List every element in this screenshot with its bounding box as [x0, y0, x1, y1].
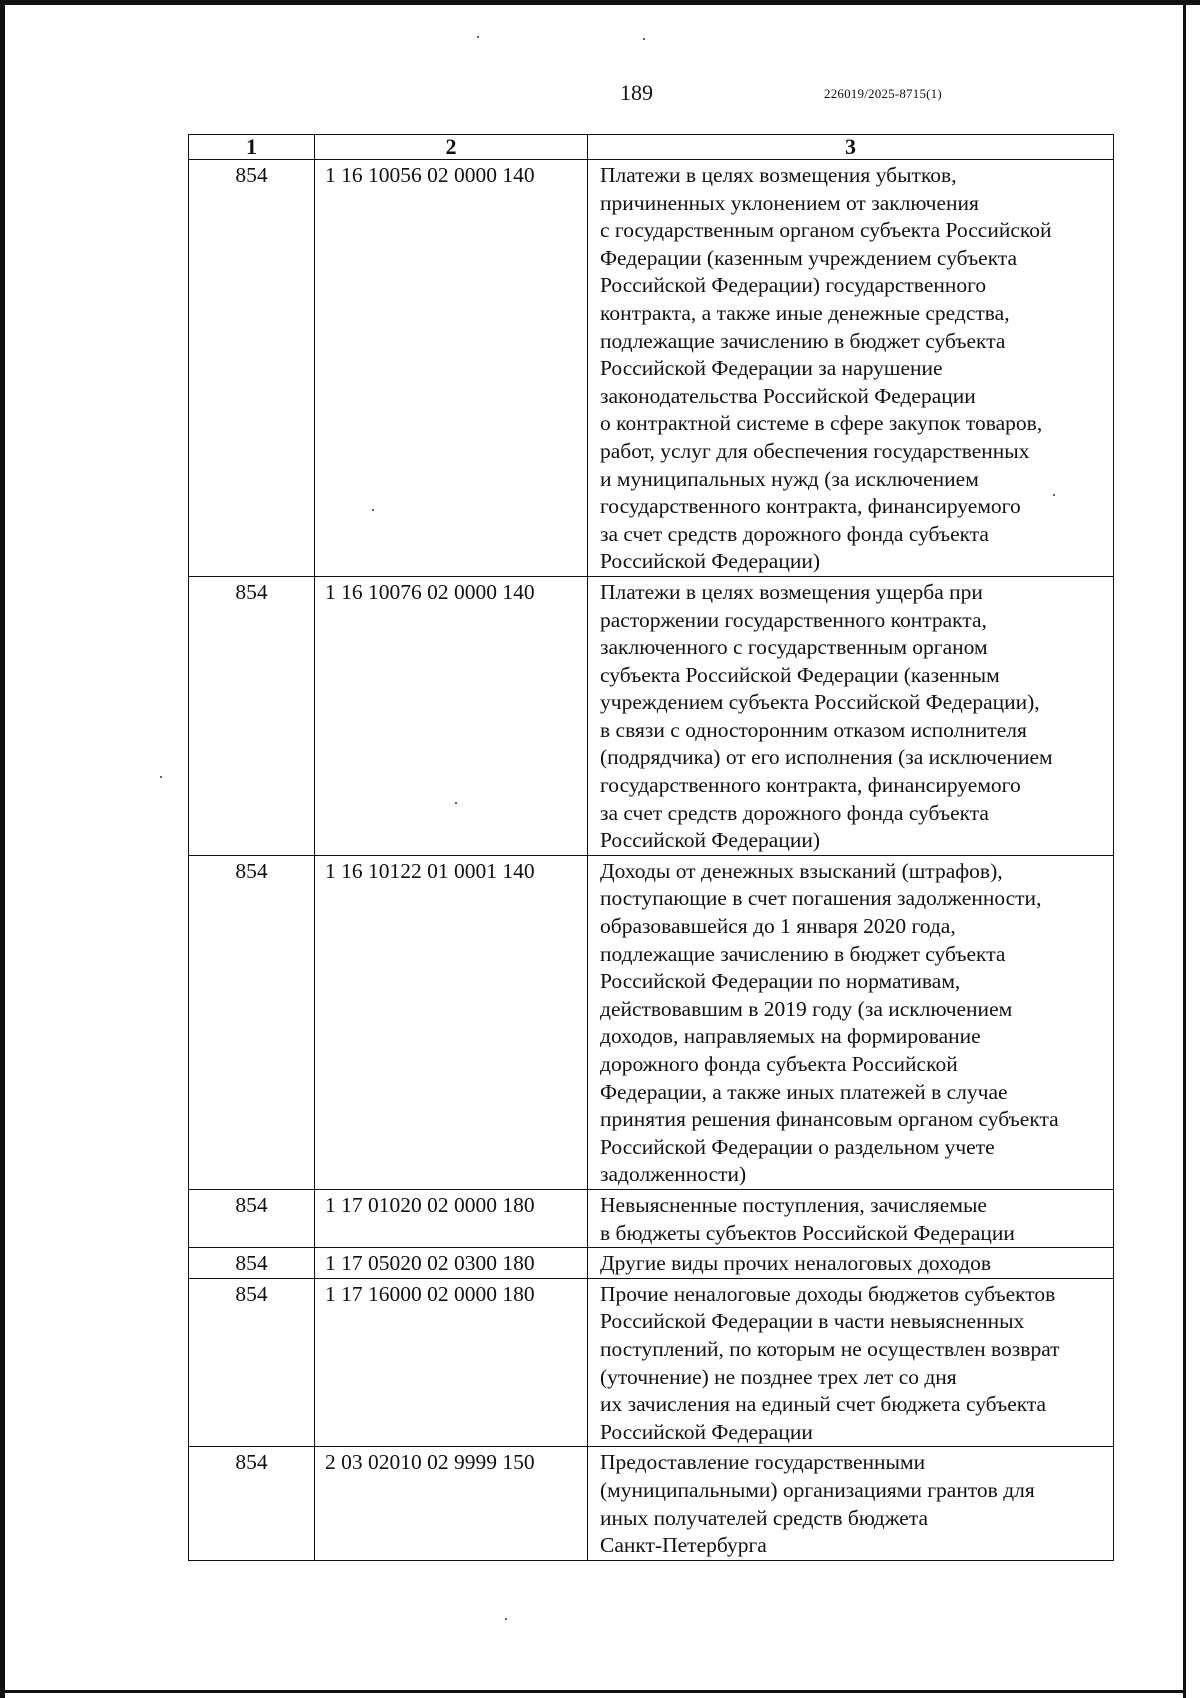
description-line: подлежащие зачислению в бюджет субъекта	[600, 941, 1006, 966]
cell-revenue-description	[588, 1248, 1114, 1279]
table-row	[189, 1189, 1114, 1247]
cell-admin-code: 854	[189, 855, 315, 1189]
description-line: иных получателей средств бюджета	[600, 1505, 929, 1530]
description-line: Российской Федерации в части невыясненных	[600, 1309, 1025, 1334]
table-header-row	[189, 135, 1114, 160]
description-line: Прочие неналоговые доходы бюджетов субъектов	[600, 1281, 1056, 1306]
scan-border-right	[1183, 0, 1186, 1698]
scan-speck	[505, 1618, 507, 1620]
cell-admin-code: 854	[189, 1189, 315, 1247]
column-header-2: 2	[315, 135, 588, 160]
description-line: Федерации (казенным учреждением субъекта	[600, 245, 1018, 270]
scan-border-bottom	[0, 1690, 1186, 1693]
scan-speck	[477, 36, 479, 38]
scan-border-top	[0, 0, 1200, 5]
column-header-1: 1	[189, 135, 315, 160]
scan-speck	[643, 38, 645, 40]
cell-admin-code: 854	[189, 1447, 315, 1560]
table-body	[189, 160, 1114, 1561]
cell-budget-classification-code: 1 16 10056 02 0000 140	[315, 160, 588, 577]
column-header-3: 3	[588, 135, 1114, 160]
description-line: подлежащие зачислению в бюджет субъекта	[600, 328, 1006, 353]
description-line: с государственным органом субъекта Российской	[600, 218, 1052, 243]
table-row	[189, 1447, 1114, 1560]
description-line: дорожного фонда субъекта Российской	[600, 1052, 958, 1076]
description-line: о контрактной системе в сфере закупок товаров,	[600, 411, 1043, 436]
table-row	[189, 1248, 1114, 1279]
cell-budget-classification-code: 1 16 10076 02 0000 140	[315, 576, 588, 855]
description-line: Доходы от денежных взысканий (штрафов),	[600, 858, 1003, 883]
cell-admin-code: 854	[189, 576, 315, 855]
description-line: в бюджеты субъектов Российской Федерации	[600, 1220, 1015, 1245]
description-line: Санкт-Петербурга	[600, 1533, 767, 1558]
scan-speck	[455, 802, 457, 804]
cell-revenue-description	[588, 855, 1114, 1189]
document-id: 226019/2025-8715(1)	[824, 86, 942, 101]
description-line: Российской Федерации)	[600, 828, 821, 853]
description-line: государственного контракта, финансируемого	[600, 494, 1021, 519]
description-line: доходов, направляемых на формирование	[600, 1024, 981, 1049]
description-line: Другие виды прочих неналоговых доходов	[600, 1251, 992, 1276]
cell-revenue-description	[588, 160, 1114, 577]
table-row	[189, 576, 1114, 855]
description-line: Федерации, а также иных платежей в случае	[600, 1079, 1008, 1104]
description-line: поступающие в счет погашения задолженности,	[600, 886, 1042, 911]
budget-codes-table	[188, 134, 1114, 1561]
description-line: (муниципальными) организациями грантов для	[600, 1477, 1035, 1502]
cell-admin-code: 854	[189, 160, 315, 577]
budget-codes-table-container	[188, 134, 1113, 1561]
table-row	[189, 1278, 1114, 1447]
scan-speck	[1053, 494, 1055, 496]
scan-border-left	[0, 0, 5, 1698]
cell-budget-classification-code: 1 17 05020 02 0300 180	[315, 1248, 588, 1279]
description-line: принятия решения финансовым органом субъекта	[600, 1107, 1059, 1132]
table-row	[189, 855, 1114, 1189]
description-line: в связи с односторонним отказом исполнителя	[600, 717, 1027, 742]
description-line: (подрядчика) от его исполнения (за исключением	[600, 745, 1053, 770]
description-line: контракта, а также иные денежные средства,	[600, 300, 1010, 325]
description-line: за счет средств дорожного фонда субъекта	[600, 521, 989, 546]
description-line: государственного контракта, финансируемого	[600, 773, 1021, 798]
description-line: Российской Федерации) государственного	[600, 273, 987, 298]
cell-admin-code: 854	[189, 1248, 315, 1279]
description-line: Платежи в целях возмещения убытков,	[600, 163, 957, 187]
description-line: Российской Федерации за нарушение	[600, 356, 943, 381]
description-line: расторжении государственного контракта,	[600, 607, 987, 632]
description-line: задолженности)	[600, 1162, 747, 1187]
cell-revenue-description	[588, 576, 1114, 855]
scan-speck	[372, 509, 374, 511]
description-line: Российской Федерации	[600, 1419, 813, 1444]
cell-admin-code: 854	[189, 1278, 315, 1447]
description-line: поступлений, по которым не осуществлен возврат	[600, 1336, 1060, 1361]
description-line: Предоставление государственными	[600, 1450, 926, 1475]
cell-revenue-description	[588, 1189, 1114, 1247]
description-line: Российской Федерации по нормативам,	[600, 969, 961, 994]
description-line: работ, услуг для обеспечения государственных	[600, 438, 1030, 463]
cell-revenue-description	[588, 1278, 1114, 1447]
description-line: законодательства Российской Федерации	[600, 383, 976, 408]
scan-speck	[160, 776, 162, 778]
description-line: образовавшейся до 1 января 2020 года,	[600, 914, 956, 939]
description-line: Российской Федерации о раздельном учете	[600, 1134, 995, 1159]
description-line: Невыясненные поступления, зачисляемые	[600, 1192, 987, 1217]
description-line: Платежи в целях возмещения ущерба при	[600, 579, 983, 604]
description-line: заключенного с государственным органом	[600, 635, 988, 660]
description-line: и муниципальных нужд (за исключением	[600, 466, 979, 491]
description-line: их зачисления на единый счет бюджета субъекта	[600, 1392, 1047, 1417]
description-line: Российской Федерации)	[600, 549, 821, 574]
description-line: действовавшим в 2019 году (за исключением	[600, 996, 1013, 1021]
cell-revenue-description	[588, 1447, 1114, 1560]
description-line: учреждением субъекта Российской Федерации),	[600, 690, 1040, 715]
cell-budget-classification-code: 2 03 02010 02 9999 150	[315, 1447, 588, 1560]
description-line: субъекта Российской Федерации (казенным	[600, 662, 1000, 687]
description-line: (уточнение) не позднее трех лет со дня	[600, 1364, 957, 1389]
cell-budget-classification-code: 1 17 01020 02 0000 180	[315, 1189, 588, 1247]
description-line: причиненных уклонением от заключения	[600, 190, 979, 215]
table-row	[189, 160, 1114, 577]
cell-budget-classification-code: 1 16 10122 01 0001 140	[315, 855, 588, 1189]
description-line: за счет средств дорожного фонда субъекта	[600, 800, 989, 825]
page-number: 189	[620, 80, 653, 105]
cell-budget-classification-code: 1 17 16000 02 0000 180	[315, 1278, 588, 1447]
